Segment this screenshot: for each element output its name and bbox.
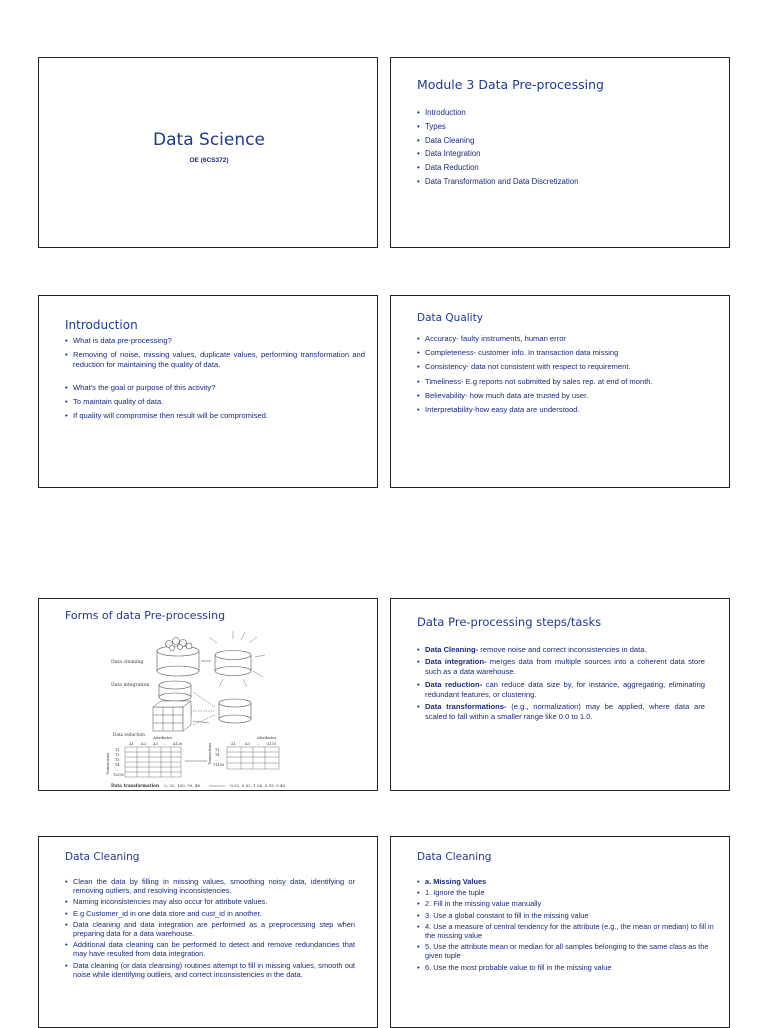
slide-8-list [417,877,717,974]
column-header: A1 [231,742,236,746]
list-item: • Completeness- customer info. In transaction data missing [417,348,722,358]
right-col-headers [230,742,277,746]
column-header: A115 [267,742,277,746]
list-item: • Believability- how much data are trusted by user. [417,391,722,401]
slide-6-title: Data Pre-processing steps/tasks [417,615,602,629]
list-item: • Accuracy- faulty instruments, human error [417,334,722,344]
missing-values-heading: a. Missing Values [425,877,487,886]
list-item: • 5. Use the attribute mean or median for all samples belonging to the same class as the given tuple [417,942,717,960]
slide-7-title: Data Cleaning [65,851,140,863]
slide-3 [38,295,378,488]
label-attributes-left: Attributes [153,735,173,740]
slide-6 [390,598,730,791]
list-item [417,645,705,655]
column-header: ... [257,742,261,746]
list-item [417,680,705,700]
slide-8 [390,836,730,1028]
list-item: • Introduction [417,108,717,118]
term-label: Data reduction- [425,679,483,689]
row-header: ... [115,768,119,772]
label-data-integration: Data integration [111,683,150,688]
term-description: can reduce data size by, for instance, aggregating, eliminating redundant features, or clustering. [425,679,705,699]
list-item: • Data Cleaning [417,136,717,146]
slide-1-title: Data Science [153,130,265,150]
list-item: • Data Integration [417,149,717,159]
term-description: (e.g., normalization) may be applied, where data are scaled to fall within a smaller range like 0.0 to 1.0. [425,702,705,722]
row-header: T4 [115,763,120,767]
label-transactions-left: Transactions [106,752,110,775]
list-item: • Additional data cleaning can be performed to detect and remove redundancies that may have resulted from data integration. [65,940,355,958]
list-item: • Data cleaning and data integration are performed as a preprocessing step when preparing data for a data warehouse. [65,920,355,938]
column-header: A2 [141,742,146,746]
slide-6-list [417,645,705,724]
label-attributes-right: Attributes [257,735,277,740]
list-item: • What is data pre-processing? [65,336,365,346]
transform-to-values: -0.02, 0.32, 1.00, 0.59, 0.48 [229,783,286,788]
column-header: A126 [173,742,183,746]
term-label: Data integration- [425,657,487,667]
list-item: • 2. Fill in the missing value manually [417,899,717,908]
list-item: • Timeliness- E.g reports not submitted by sales rep. at end of month. [417,377,722,387]
row-header: T2000 [113,773,124,777]
integrated-data-cylinder [219,699,251,723]
slide-2-title: Module 3 Data Pre-processing [417,77,604,92]
row-header: ... [215,758,219,762]
list-item: • 6. Use the most probable value to fill in the missing value [417,963,717,972]
left-row-headers [113,748,124,777]
left-col-headers [128,742,183,746]
right-table-grid [227,747,279,769]
list-item: • What's the goal or purpose of this activity? [65,383,365,393]
slide-4-title: Data Quality [417,312,483,324]
column-header: A1 [129,742,134,746]
slide-3-title: Introduction [65,318,138,332]
slide-4 [390,295,730,488]
list-item: • 3. Use a global constant to fill in the missing value [417,911,717,920]
list-item: • 1. Ignore the tuple [417,888,717,897]
row-header: T1 [215,748,220,752]
row-header: T2 [115,753,120,757]
slide-1 [38,57,378,248]
list-item: • E.g Customer_id in one data store and cust_id in another. [65,909,355,918]
label-data-reduction: Data reduction [113,732,145,737]
slide-4-list [417,334,722,419]
term-label: Data transformations- [425,702,507,712]
list-item: • Consistency- data not consistent with respect to requirement. [417,362,722,372]
list-item: • Naming inconsistencies may also occur for attribute values. [65,897,355,906]
label-data-transformation: Data transformation [111,783,160,788]
label-transactions-right: Transactions [208,742,212,765]
right-row-headers [213,748,224,767]
slide-2 [390,57,730,248]
list-item: • Data Reduction [417,163,717,173]
list-item: • Removing of noise, missing values, duplicate values, performing transformation and reduction for maintaining the quality of data. [65,350,365,370]
list-item: • To maintain quality of data. [65,397,365,407]
list-heading [417,877,717,886]
slide-5-title: Forms of data Pre-processing [65,609,226,622]
list-item: • Data cleaning (or data cleansing) routines attempt to fill in missing values, smooth out noise while identifying outliers, and correct inconsistencies in the data. [65,961,355,979]
list-item: • Clean the data by filling in missing values, smoothing noisy data, identifying or removing outliers, and resolving inconsistencies. [65,877,355,895]
slide-3-list [65,336,365,425]
column-header: A3 [245,742,250,746]
preprocessing-forms-figure [39,599,378,791]
label-data-cleaning: Data cleaning [111,660,144,665]
clean-data-cylinder [215,651,251,676]
list-item [417,702,705,722]
row-header: T3 [115,758,120,762]
row-header: T1 [115,748,120,752]
list-item [417,657,705,677]
slide-7 [38,836,378,1028]
slide-1-subtitle: OE (6CS372) [189,157,229,164]
list-item: • Data Transformation and Data Discretization [417,177,717,187]
slide-8-title: Data Cleaning [417,851,492,863]
transform-from-values: -2, 32, 100, 59, 48 [163,783,200,788]
row-header: T4 [215,753,220,757]
term-description: remove noise and correct inconsistencies in data. [478,645,647,654]
dirty-data-cylinder [157,638,199,677]
list-item: • 4. Use a measure of central tendency for the attribute (e.g., the mean or median) to fill in the missing value [417,922,717,940]
column-header: A3 [153,742,158,746]
slide-5 [38,598,378,791]
left-table-grid [125,747,181,777]
list-item: • Types [417,122,717,132]
row-header: T1456 [213,763,224,767]
list-item: • If quality will compromise then result will be compromised. [65,411,365,421]
term-label: Data Cleaning- [425,645,479,654]
slide-2-list [417,108,717,191]
data-cube [153,701,191,731]
term-description: merges data from multiple sources into a coherent data store such as a data warehouse. [425,657,705,677]
column-header: ... [163,742,167,746]
integration-arrows [193,692,215,725]
list-item: • Interpretability-how easy data are understood. [417,405,722,415]
slide-7-list [65,877,355,981]
